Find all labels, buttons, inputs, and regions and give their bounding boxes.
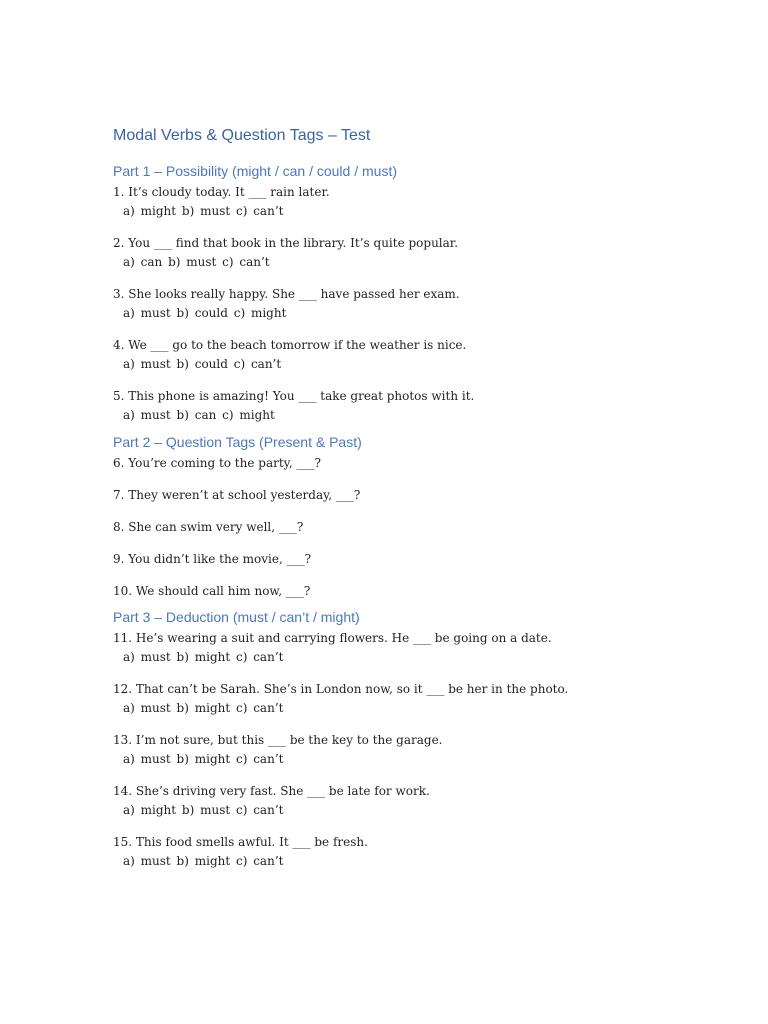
- question-5: [113, 387, 713, 425]
- question-text: 14. She’s driving very fast. She ___ be late for work.: [113, 784, 430, 798]
- question-6: [113, 454, 713, 473]
- question-text: 8. She can swim very well, ___?: [113, 520, 304, 534]
- question-2: [113, 234, 713, 272]
- question-text: 5. This phone is amazing! You ___ take great photos with it.: [113, 389, 475, 403]
- spacer: [113, 149, 713, 159]
- question-text: 6. You’re coming to the party, ___?: [113, 456, 321, 470]
- question-text: 2. You ___ find that book in the library. It’s quite popular.: [113, 236, 459, 250]
- question-options: a) might b) must c) can’t: [123, 803, 284, 817]
- question-options: a) can b) must c) can’t: [123, 255, 270, 269]
- question-13: [113, 731, 713, 769]
- question-text: 7. They weren’t at school yesterday, ___?: [113, 488, 361, 502]
- document-title: Modal Verbs & Question Tags – Test: [113, 127, 371, 144]
- question-11: [113, 629, 713, 667]
- question-text: 13. I’m not sure, but this ___ be the key to the garage.: [113, 733, 443, 747]
- question-options: a) must b) might c) can’t: [123, 701, 284, 715]
- question-4: [113, 336, 713, 374]
- question-1: [113, 183, 713, 221]
- question-text: 1. It’s cloudy today. It ___ rain later.: [113, 185, 330, 199]
- question-8: [113, 518, 713, 537]
- question-9: [113, 550, 713, 569]
- question-options: a) might b) must c) can’t: [123, 204, 284, 218]
- question-text: 9. You didn’t like the movie, ___?: [113, 552, 312, 566]
- question-text: 12. That can’t be Sarah. She’s in London now, so it ___ be her in the photo.: [113, 682, 569, 696]
- question-3: [113, 285, 713, 323]
- question-text: 11. He’s wearing a suit and carrying flowers. He ___ be going on a date.: [113, 631, 552, 645]
- part-3-heading: Part 3 – Deduction (must / can’t / might): [113, 609, 360, 625]
- part-3-section: [113, 605, 713, 871]
- question-text: 4. We ___ go to the beach tomorrow if the weather is nice.: [113, 338, 467, 352]
- question-10: [113, 582, 713, 601]
- question-options: a) must b) might c) can’t: [123, 854, 284, 868]
- question-options: a) must b) might c) can’t: [123, 752, 284, 766]
- question-options: a) must b) could c) can’t: [123, 357, 282, 371]
- question-7: [113, 486, 713, 505]
- part-2-section: [113, 430, 713, 601]
- question-14: [113, 782, 713, 820]
- question-options: a) must b) can c) might: [123, 408, 275, 422]
- part-1-section: [113, 159, 713, 425]
- question-text: 10. We should call him now, ___?: [113, 584, 311, 598]
- question-text: 3. She looks really happy. She ___ have passed her exam.: [113, 287, 460, 301]
- question-15: [113, 833, 713, 871]
- question-options: a) must b) might c) can’t: [123, 650, 284, 664]
- part-2-heading: Part 2 – Question Tags (Present & Past): [113, 434, 362, 450]
- question-text: 15. This food smells awful. It ___ be fresh.: [113, 835, 368, 849]
- part-1-heading: Part 1 – Possibility (might / can / could / must): [113, 163, 397, 179]
- question-12: [113, 680, 713, 718]
- document-content: [113, 123, 713, 884]
- question-options: a) must b) could c) might: [123, 306, 287, 320]
